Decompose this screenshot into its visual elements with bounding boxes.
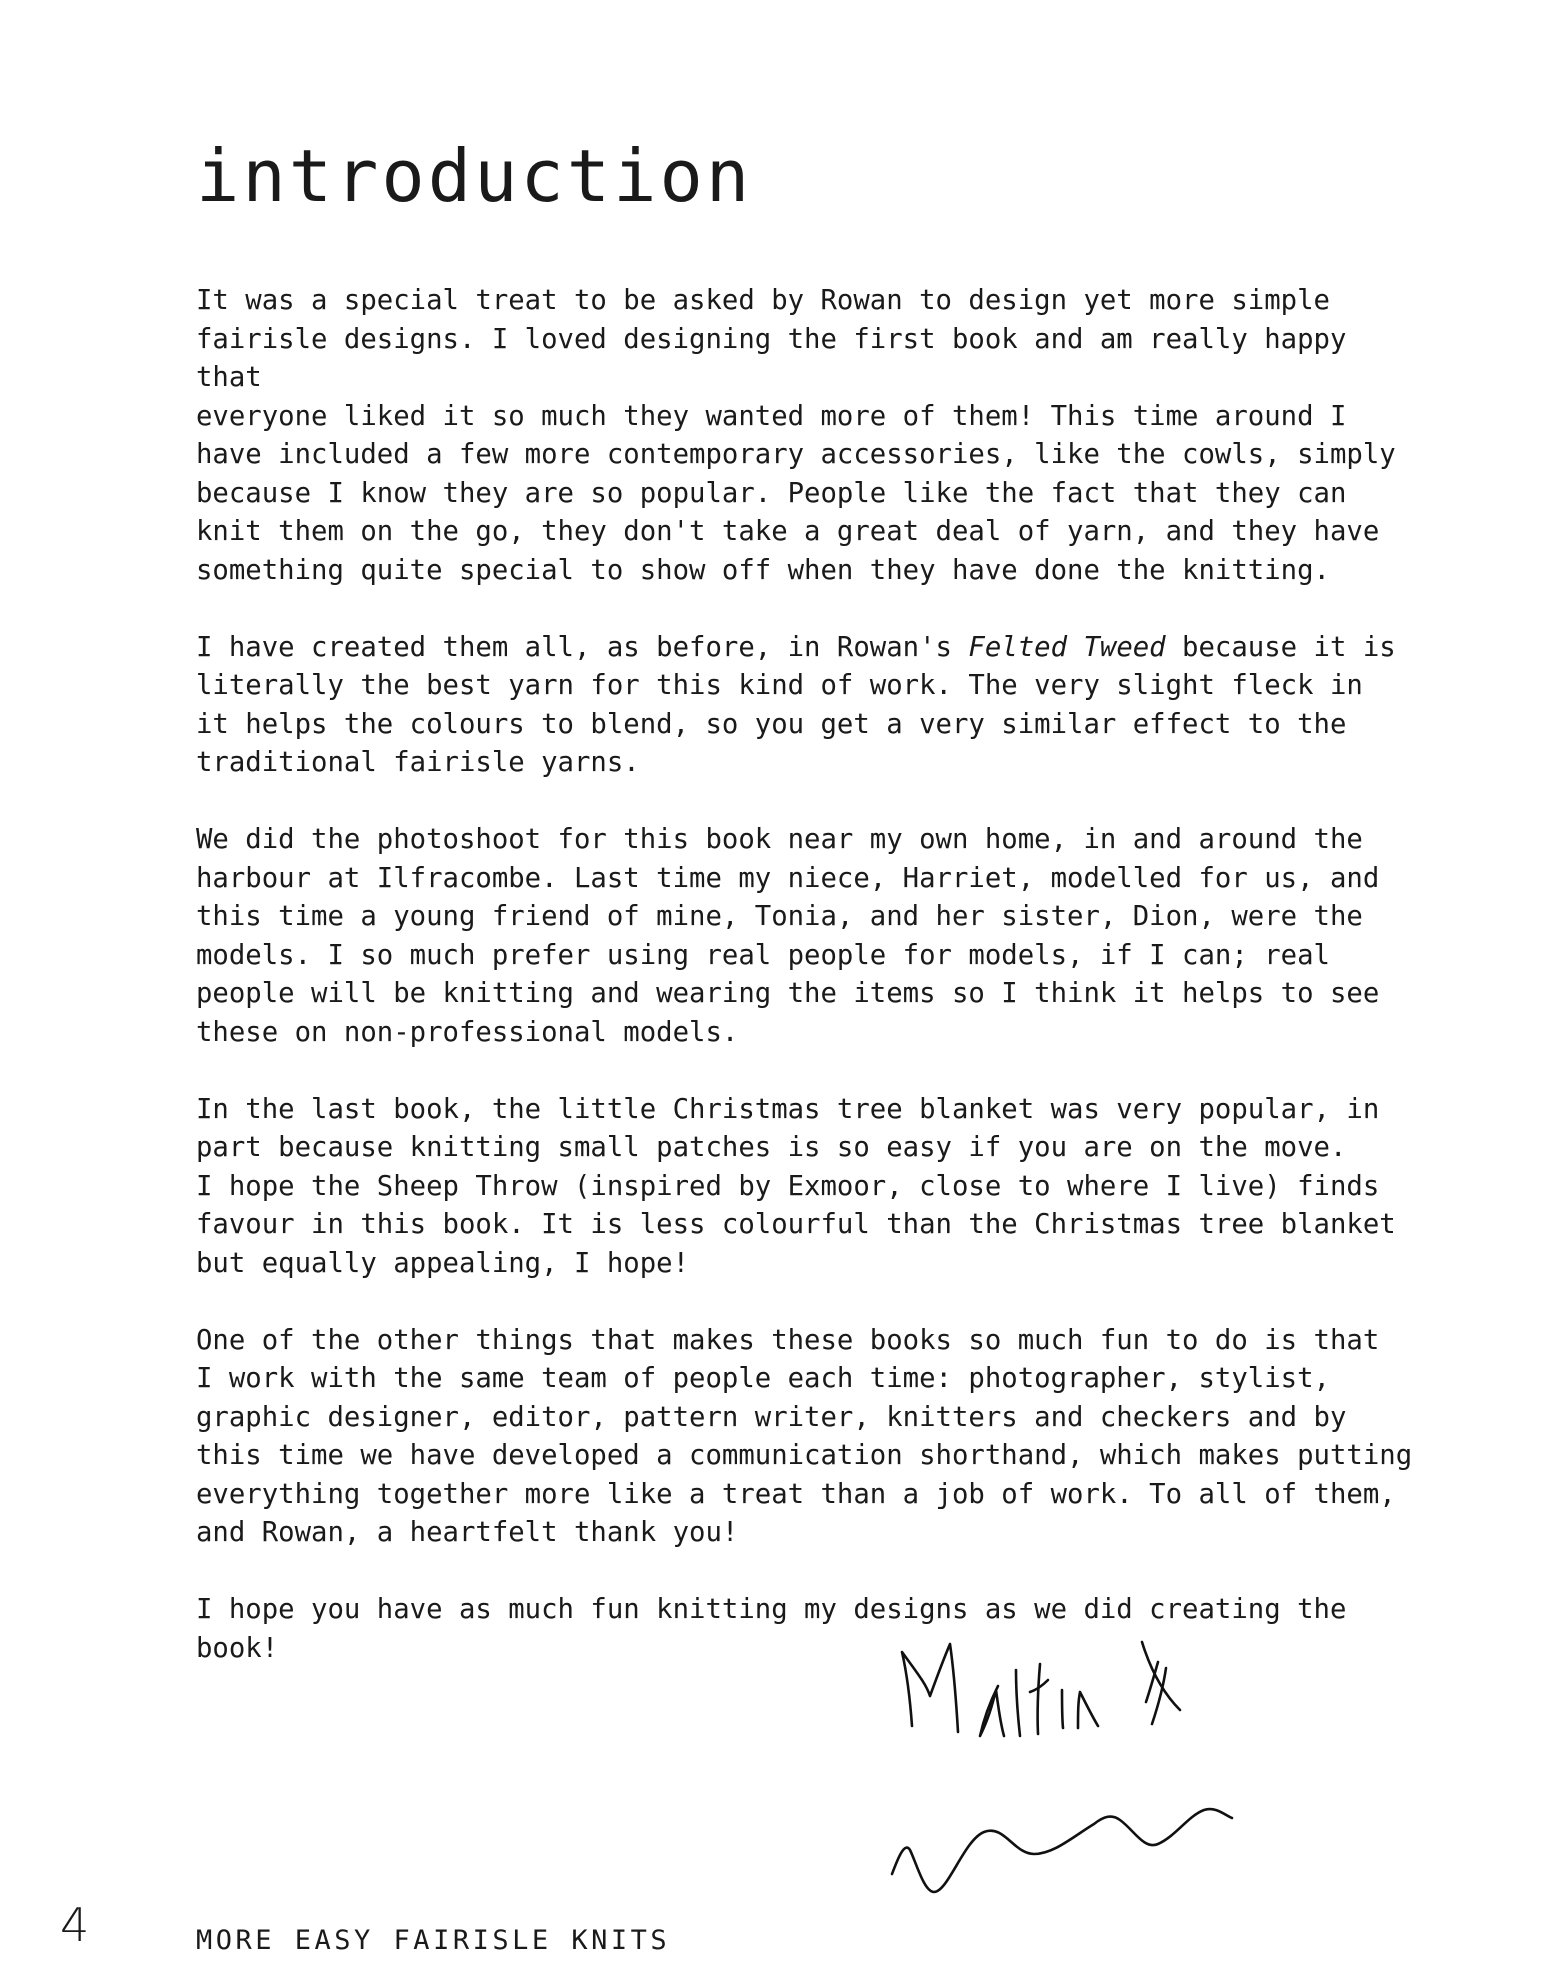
signature-stroke-a [980, 1686, 1004, 1736]
signature-stroke-m [902, 1644, 958, 1732]
paragraph-3: We did the photoshoot for this book near my own home, in and around the harbour at Ilfracombe. Last time my niece, Harriet, modelled for us, and this time a young friend of mine, Tonia, and her sister, Dion, were the models. I so much prefer using real people for models, if I can; real people will be knitting and wearing the items so I think it helps to see these on non-professional models. [196, 824, 1380, 1048]
felted-tweed-emphasis: Felted Tweed [968, 631, 1166, 663]
paragraph-2 [196, 629, 1426, 783]
signature-flourish [892, 1809, 1232, 1892]
signature-icon [880, 1640, 1390, 1920]
signature-stroke-t-stem [1038, 1664, 1040, 1734]
paragraph-6: I hope you have as much fun knitting my designs as we did creating the book! [196, 1594, 1347, 1664]
paragraph-5: One of the other things that makes these books so much fun to do is that I work with the same team of people each time: photographer, stylist, graphic designer, editor, pattern writer, knitters and checkers and by this time we have developed a communication shorthand, which makes putting everything together more like a treat than a job of work. To all of them, and Rowan, a heartfelt thank you! [196, 1324, 1413, 1548]
paragraph-2-start: I have created them all, as before, in Rowan's [196, 631, 969, 663]
paragraph-2-end: because it is literally the best yarn for this kind of work. The very slight fleck in it helps the colours to blend, so you get a very similar effect to the traditional fairisle yarns. [196, 631, 1396, 778]
signature-stroke-n [1078, 1692, 1098, 1728]
signature-stroke-i [1062, 1690, 1063, 1728]
page-title: introduction [196, 134, 753, 218]
signature-stroke-l [1016, 1670, 1020, 1736]
paragraph-1: It was a special treat to be asked by Rowan to design yet more simple fairisle designs. I loved designing the first book and am really happy that everyone liked it so much they wanted more of them! This time around I have included a few more contemporary accessories, like the cowls, simply because I know they are so popular. People like the fact that they can knit them on the go, they don't take a great deal of yarn, and they have something quite special to show off when they have done the knitting. [196, 285, 1396, 586]
footer-book-title: MORE EASY FAIRISLE KNITS [196, 1925, 671, 1956]
introduction-body [196, 282, 1426, 1707]
paragraph-4: In the last book, the little Christmas tree blanket was very popular, in part because knitting small patches is so easy if you are on the move. I hope the Sheep Throw (inspired by Exmoor, close to where I live) finds favour in this book. It is less colourful than the Christmas tree blanket but equally appealing, I hope! [196, 1093, 1396, 1279]
page-number: 4 [60, 1898, 90, 1952]
